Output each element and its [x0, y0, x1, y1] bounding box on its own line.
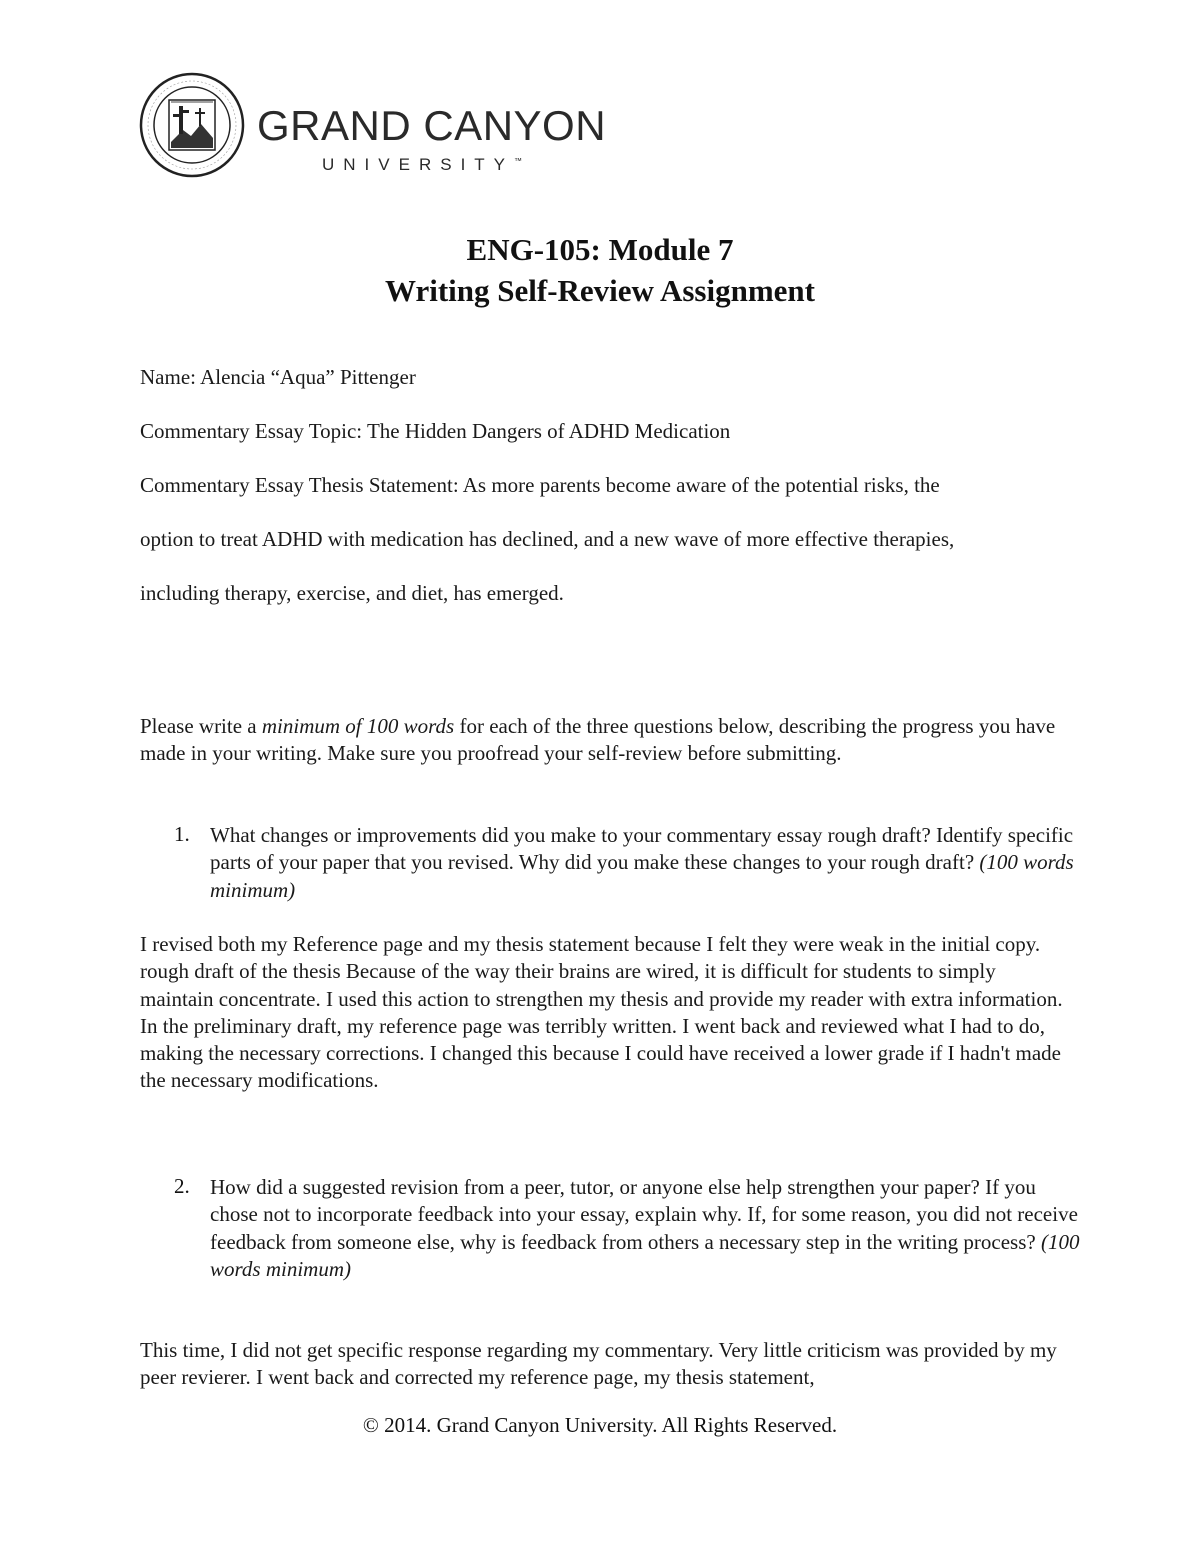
instructions-paragraph: Please write a minimum of 100 words for each of the three questions below, describing the progress you have made in your writing. Make sure you proofread your self-review before submitting. — [140, 714, 1056, 766]
question-1-number: 1. — [174, 822, 190, 846]
thesis-line-1: Commentary Essay Thesis Statement: As more parents become aware of the potential risks, the — [140, 473, 940, 497]
university-seal-icon — [139, 72, 245, 178]
student-name: Name: Alencia “Aqua” Pittenger — [140, 365, 416, 389]
answer-1-paragraph: I revised both my Reference page and my thesis statement because I felt they were weak in the initial copy. rough draft of the thesis Because of the way their brains are wired, it is difficult for students to simply maintain concentrate. I used this action to strengthen my thesis and provide my reader with extra information. In the preliminary draft, my reference page was terribly written. I went back and reviewed what I had to do, making the necessary corrections. I changed this because I could have received a lower grade if I hadn't made the necessary modifications. — [140, 932, 1063, 1093]
question-2-number: 2. — [174, 1174, 190, 1198]
thesis-line-2: option to treat ADHD with medication has declined, and a new wave of more effective therapies, — [140, 527, 955, 551]
document-title-course: ENG-105: Module 7 — [466, 232, 734, 267]
university-logo — [139, 72, 619, 178]
question-1-word-note: (100 words minimum) — [210, 850, 1074, 902]
copyright-footer: © 2014. Grand Canyon University. All Rights Reserved. — [362, 1413, 838, 1437]
instructions-emphasis: minimum of 100 words — [261, 714, 455, 738]
question-2-text: How did a suggested revision from a peer, tutor, or anyone else help strengthen your paper? If you chose not to incorporate feedback into your essay, explain why. If, for some reason, you did not receive feedback from someone else, why is feedback from others a necessary step in the writing process? (100 words minimum) — [210, 1175, 1080, 1281]
answer-2-paragraph: This time, I did not get specific response regarding my commentary. Very little criticism was provided by my peer revierer. I went back and corrected my reference page, my thesis statement, — [140, 1338, 1057, 1390]
document-title-assignment: Writing Self-Review Assignment — [385, 273, 815, 308]
thesis-line-3: including therapy, exercise, and diet, has emerged. — [140, 581, 564, 605]
university-subtitle: UNIVERSITY™ — [322, 155, 523, 174]
essay-topic: Commentary Essay Topic: The Hidden Dangers of ADHD Medication — [140, 419, 731, 443]
trademark-symbol: ™ — [514, 156, 523, 166]
university-wordmark: GRAND CANYON — [257, 102, 607, 149]
question-2-word-note: (100 words minimum) — [210, 1229, 1080, 1281]
question-1-text: What changes or improvements did you make to your commentary essay rough draft? Identify specific parts of your paper that you revised. Why did you make these changes to your rough draft? (100 words minimum) — [210, 823, 1074, 902]
